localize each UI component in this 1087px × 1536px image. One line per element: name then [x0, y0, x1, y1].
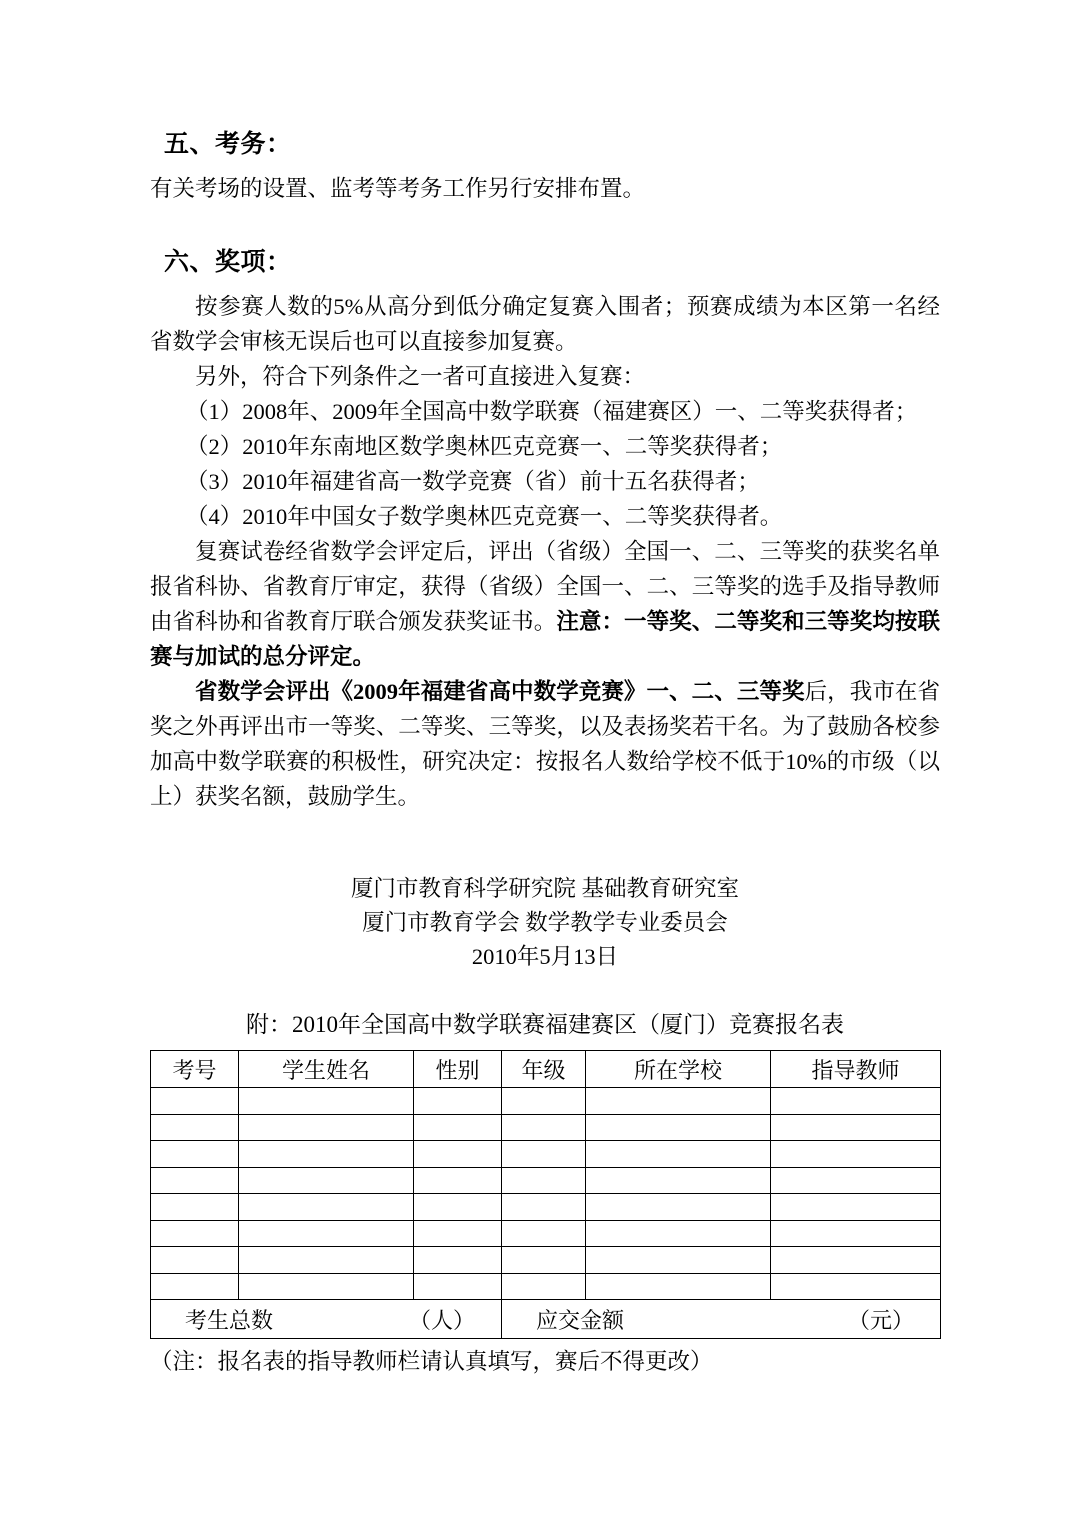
table-cell[interactable] [502, 1273, 586, 1300]
condition-list [150, 394, 940, 534]
table-header-row [151, 1051, 941, 1088]
table-cell[interactable] [151, 1114, 239, 1141]
table-cell[interactable] [771, 1167, 941, 1194]
table-header-cell: 学生姓名 [239, 1051, 414, 1088]
table-cell[interactable] [586, 1273, 771, 1300]
paragraph-additional-intro: 另外，符合下列条件之一者可直接进入复赛： [195, 364, 646, 389]
table-row[interactable] [151, 1194, 941, 1221]
table-cell[interactable] [414, 1088, 502, 1115]
paragraph-municipal-award-text: 后，我市在省奖之外再评出市一等奖、二等奖、三等奖，以及表扬奖若干名。为了鼓励各校参加高中数学联赛的积极性，研究决定：按报名人数给学校不低于10%的市级（以上）获奖名额，鼓励学生。 [150, 679, 940, 809]
table-cell[interactable] [586, 1141, 771, 1168]
list-item: （4）2010年中国女子数学奥林匹克竞赛一、二等奖获得者。 [186, 504, 783, 529]
registration-table-title: 附：2010年全国高中数学联赛福建赛区（厦门）竞赛报名表 [246, 1012, 844, 1037]
table-cell[interactable] [771, 1088, 941, 1115]
table-cell[interactable] [502, 1194, 586, 1221]
table-cell[interactable] [239, 1088, 414, 1115]
table-cell[interactable] [586, 1194, 771, 1221]
table-cell[interactable] [586, 1247, 771, 1274]
table-cell[interactable] [586, 1220, 771, 1247]
registration-table-note: （注：报名表的指导教师栏请认真填写，赛后不得更改） [150, 1349, 713, 1374]
table-cell[interactable] [151, 1273, 239, 1300]
table-cell[interactable] [414, 1273, 502, 1300]
table-cell[interactable] [239, 1220, 414, 1247]
table-cell[interactable] [239, 1273, 414, 1300]
total-candidates-unit: （人） [408, 1307, 475, 1333]
table-cell[interactable] [414, 1220, 502, 1247]
table-cell[interactable] [502, 1088, 586, 1115]
table-cell[interactable] [239, 1194, 414, 1221]
table-cell[interactable] [502, 1141, 586, 1168]
paragraph-qualification-rule: 按参赛人数的5%从高分到低分确定复赛入围者；预赛成绩为本区第一名经省数学会审核无误后也可以直接参加复赛。 [150, 294, 940, 354]
signature-block [150, 872, 940, 974]
table-row[interactable] [151, 1088, 941, 1115]
paragraph-municipal-award [150, 674, 940, 814]
table-row[interactable] [151, 1273, 941, 1300]
table-cell[interactable] [502, 1114, 586, 1141]
list-item: （3）2010年福建省高一数学竞赛（省）前十五名获得者； [186, 469, 760, 494]
table-cell[interactable] [414, 1194, 502, 1221]
table-header-cell: 所在学校 [586, 1051, 771, 1088]
section-jiangxiang [150, 250, 940, 814]
section-heading-jiangxiang: 六、奖项： [164, 249, 292, 276]
table-total-candidates-cell[interactable] [151, 1300, 502, 1339]
table-cell[interactable] [414, 1114, 502, 1141]
table-cell[interactable] [771, 1141, 941, 1168]
signature-date: 2010年5月13日 [471, 944, 619, 969]
section-body-kaowu: 有关考场的设置、监考等考务工作另行安排布置。 [150, 176, 646, 201]
table-cell[interactable] [771, 1247, 941, 1274]
table-cell[interactable] [771, 1114, 941, 1141]
section-kaowu [150, 132, 940, 206]
table-cell[interactable] [502, 1167, 586, 1194]
table-cell[interactable] [151, 1220, 239, 1247]
table-cell[interactable] [239, 1141, 414, 1168]
table-header-cell: 年级 [502, 1051, 586, 1088]
table-cell[interactable] [502, 1220, 586, 1247]
table-cell[interactable] [239, 1114, 414, 1141]
table-footer-row [151, 1300, 941, 1339]
paragraph-municipal-award-title: 省数学会评出《2009年福建省高中数学竞赛》一、二、三等奖 [195, 679, 805, 704]
table-cell[interactable] [586, 1114, 771, 1141]
registration-table [150, 1050, 941, 1339]
table-cell[interactable] [586, 1167, 771, 1194]
table-cell[interactable] [414, 1167, 502, 1194]
table-cell[interactable] [151, 1167, 239, 1194]
table-cell[interactable] [771, 1194, 941, 1221]
list-item: （2）2010年东南地区数学奥林匹克竞赛一、二等奖获得者； [186, 434, 783, 459]
table-cell[interactable] [414, 1247, 502, 1274]
total-amount-label: 应交金额 [536, 1307, 625, 1333]
table-row[interactable] [151, 1220, 941, 1247]
table-header-cell: 性别 [414, 1051, 502, 1088]
table-row[interactable] [151, 1114, 941, 1141]
paragraph-award-review [150, 534, 940, 674]
total-candidates-label: 考生总数 [185, 1307, 274, 1333]
table-cell[interactable] [502, 1247, 586, 1274]
table-header-cell: 指导教师 [771, 1051, 941, 1088]
signature-org-line2: 厦门市教育学会 数学教学专业委员会 [362, 910, 728, 935]
table-row[interactable] [151, 1167, 941, 1194]
table-cell[interactable] [239, 1247, 414, 1274]
table-cell[interactable] [151, 1247, 239, 1274]
table-row[interactable] [151, 1141, 941, 1168]
table-cell[interactable] [239, 1167, 414, 1194]
table-cell[interactable] [151, 1088, 239, 1115]
paragraph-award-review-text: 复赛试卷经省数学会评定后，评出（省级）全国一、二、三等奖的获奖名单报省科协、省教育厅审定，获得（省级）全国一、二、三等奖的选手及指导教师由省科协和省教育厅联合颁发获奖证书。 [150, 539, 940, 634]
signature-org-line1: 厦门市教育科学研究院 基础教育研究室 [350, 876, 740, 901]
table-cell[interactable] [151, 1141, 239, 1168]
document-content [150, 132, 940, 1377]
table-cell[interactable] [414, 1141, 502, 1168]
list-item: （1）2008年、2009年全国高中数学联赛（福建赛区）一、二等奖获得者； [186, 399, 918, 424]
section-heading-kaowu: 五、考务： [164, 131, 292, 158]
table-cell[interactable] [771, 1273, 941, 1300]
table-header-cell: 考号 [151, 1051, 239, 1088]
total-amount-unit: （元） [847, 1307, 914, 1333]
table-cell[interactable] [771, 1220, 941, 1247]
table-row[interactable] [151, 1247, 941, 1274]
table-total-amount-cell[interactable] [502, 1300, 941, 1339]
paragraph-award-review-notice: 注意：一等奖、二等奖和三等奖均按联赛与加试的总分评定。 [150, 609, 940, 669]
table-cell[interactable] [586, 1088, 771, 1115]
table-cell[interactable] [151, 1194, 239, 1221]
